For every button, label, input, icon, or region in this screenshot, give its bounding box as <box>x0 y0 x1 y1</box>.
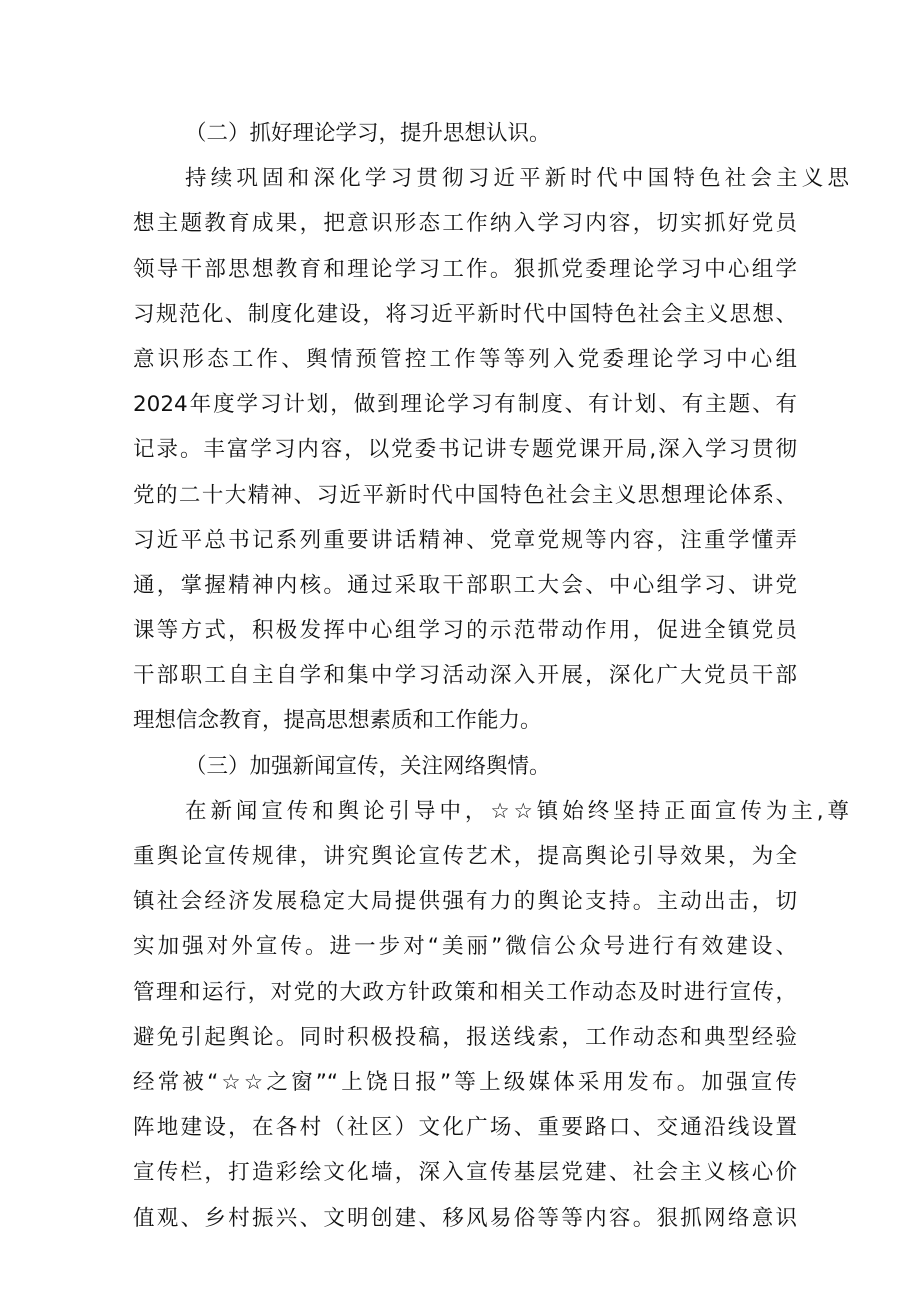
paragraph-line: 想主题教育成果，把意识形态工作纳入学习内容，切实抓好党员 <box>133 211 797 237</box>
paragraph-line: 实加强对外宣传。进一步对“美丽”微信公众号进行有效建设、 <box>133 934 797 960</box>
paragraph-line: 理想信念教育，提高思想素质和工作能力。 <box>133 708 542 734</box>
paragraph-line: 习近平总书记系列重要讲话精神、党章党规等内容，注重学懂弄 <box>133 527 797 553</box>
paragraph-line: 宣传栏，打造彩绘文化墙，深入宣传基层党建、社会主义核心价 <box>133 1160 797 1186</box>
paragraph-line: 意识形态工作、舆情预管控工作等等列入党委理论学习中心组 <box>133 346 797 372</box>
paragraph-line: 避免引起舆论。同时积极投稿，报送线索，工作动态和典型经验 <box>133 1024 797 1050</box>
paragraph-line: 习规范化、制度化建设，将习近平新时代中国特色社会主义思想、 <box>133 301 797 327</box>
paragraph-line: 党的二十大精神、习近平新时代中国特色社会主义思想理论体系、 <box>133 482 797 508</box>
paragraph-line: 值观、乡村振兴、文明创建、移风易俗等等内容。狠抓网络意识 <box>133 1205 797 1231</box>
paragraph-line: 阵地建设，在各村（社区）文化广场、重要路口、交通沿线设置 <box>133 1115 797 1141</box>
section-heading-2: （二）抓好理论学习，提升思想认识。 <box>185 121 551 146</box>
paragraph-line: 镇社会经济发展稳定大局提供强有力的舆论支持。主动出击，切 <box>133 889 797 915</box>
paragraph-line: 领导干部思想教育和理论学习工作。狠抓党委理论学习中心组学 <box>133 256 797 282</box>
paragraph-line: 记录。丰富学习内容，以党委书记讲专题党课开局,深入学习贯彻 <box>133 437 797 463</box>
paragraph-line: 重舆论宣传规律，讲究舆论宣传艺术，提高舆论引导效果，为全 <box>133 844 797 869</box>
paragraph-line: 在新闻宣传和舆论引导中，☆☆镇始终坚持正面宣传为主,尊 <box>185 798 849 824</box>
document-body <box>133 111 849 1241</box>
paragraph-line: 干部职工自主自学和集中学习活动深入开展，深化广大党员干部 <box>133 663 797 689</box>
paragraph-line: 课等方式，积极发挥中心组学习的示范带动作用，促进全镇党员 <box>133 618 797 644</box>
paragraph-line: 管理和运行，对党的大政方针政策和相关工作动态及时进行宣传， <box>133 979 797 1005</box>
section-heading-3: （三）加强新闻宣传，关注网络舆情。 <box>185 753 551 779</box>
paragraph-line: 经常被“☆☆之窗”“上饶日报”等上级媒体采用发布。加强宣传 <box>133 1069 797 1095</box>
paragraph-line: 通，掌握精神内核。通过采取干部职工大会、中心组学习、讲党 <box>133 572 797 598</box>
paragraph-line: 2024年度学习计划，做到理论学习有制度、有计划、有主题、有 <box>133 392 797 418</box>
paragraph-line: 持续巩固和深化学习贯彻习近平新时代中国特色社会主义思 <box>185 166 849 192</box>
